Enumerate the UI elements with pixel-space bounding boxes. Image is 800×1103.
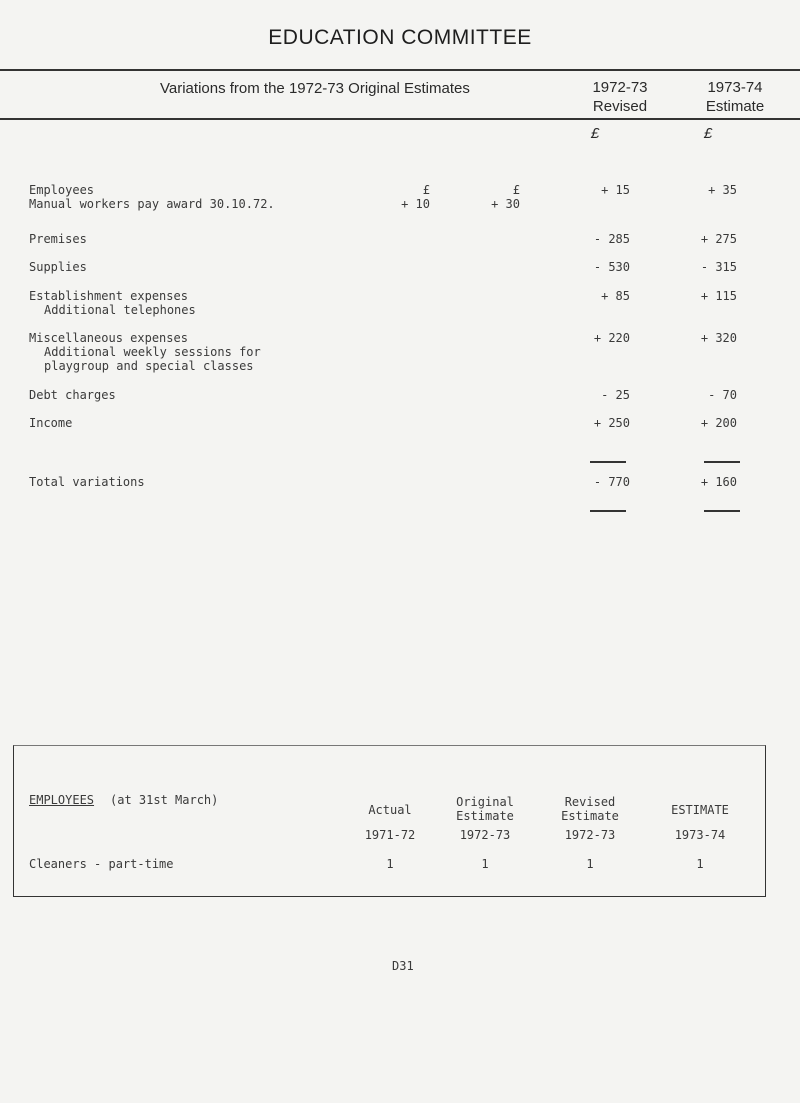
row-misc-col1: + 220 <box>593 331 630 345</box>
total-rule-top-col1 <box>590 461 626 463</box>
col-revised-label-1: Revised <box>564 795 616 809</box>
employees-heading: EMPLOYEES <box>29 793 95 807</box>
total-rule-bottom-col2 <box>704 510 740 512</box>
header-description: Variations from the 1972-73 Original Estimates <box>160 80 470 97</box>
row-misc-sub1-label: Additional weekly sessions for <box>44 345 261 359</box>
header-col2-year: 1973-74 <box>707 79 763 96</box>
total-rule-top-col2 <box>704 461 740 463</box>
row-misc-col2: + 320 <box>700 331 737 345</box>
row-debt-col2: - 70 <box>708 388 737 402</box>
page-number: D31 <box>392 959 414 973</box>
col-original-year: 1972-73 <box>459 828 511 842</box>
col-estimate-year: 1973-74 <box>674 828 726 842</box>
row-total-label: Total variations <box>29 475 145 489</box>
employees-row-actual: 1 <box>386 857 394 871</box>
col-original-label-1: Original <box>456 795 514 809</box>
col-estimate-label: ESTIMATE <box>671 803 729 817</box>
col-actual-label: Actual <box>368 803 412 817</box>
row-supplies-label: Supplies <box>29 260 87 274</box>
row-premises-label: Premises <box>29 232 87 246</box>
row-establishment-col1: + 85 <box>601 289 630 303</box>
row-establishment-label: Establishment expenses <box>29 289 188 303</box>
header-col2-type: Estimate <box>705 98 765 115</box>
row-total-col2: + 160 <box>700 475 737 489</box>
col2-currency: £ <box>703 125 713 142</box>
row-supplies-col1: - 530 <box>593 260 630 274</box>
col-actual-year: 1971-72 <box>364 828 416 842</box>
header-col1-type: Revised <box>592 98 648 115</box>
row-misc-sub2-label: playgroup and special classes <box>44 359 254 373</box>
row-manual-sub-a: + 10 <box>401 197 430 211</box>
row-income-col2: + 200 <box>700 416 737 430</box>
row-employees-label: Employees <box>29 183 95 197</box>
header-col1-year: 1972-73 <box>592 79 648 96</box>
col-original-label-2: Estimate <box>456 809 514 823</box>
row-premises-col2: + 275 <box>700 232 737 246</box>
employees-row-label: Cleaners - part-time <box>29 857 174 871</box>
page-title: EDUCATION COMMITTEE <box>268 26 532 49</box>
row-manual-label: Manual workers pay award 30.10.72. <box>29 197 275 211</box>
row-debt-label: Debt charges <box>29 388 116 402</box>
row-supplies-col2: - 315 <box>700 260 737 274</box>
header-bottom-rule <box>0 118 800 120</box>
total-rule-bottom-col1 <box>590 510 626 512</box>
col1-currency: £ <box>590 125 600 142</box>
row-misc-label: Miscellaneous expenses <box>29 331 188 345</box>
col-revised-label-2: Estimate <box>561 809 619 823</box>
row-manual-currency-b: £ <box>512 183 520 197</box>
row-total-col1: - 770 <box>593 475 630 489</box>
employees-row-original: 1 <box>481 857 489 871</box>
employees-table-box <box>13 745 766 897</box>
row-employees-col1: + 15 <box>601 183 630 197</box>
row-debt-col1: - 25 <box>601 388 630 402</box>
row-income-col1: + 250 <box>593 416 630 430</box>
employees-row-estimate: 1 <box>696 857 704 871</box>
employees-heading-suffix: (at 31st March) <box>110 793 219 807</box>
row-manual-currency-a: £ <box>422 183 430 197</box>
row-premises-col1: - 285 <box>593 232 630 246</box>
row-income-label: Income <box>29 416 73 430</box>
row-employees-col2: + 35 <box>708 183 737 197</box>
row-telephones-label: Additional telephones <box>44 303 196 317</box>
col-revised-year: 1972-73 <box>564 828 616 842</box>
row-manual-sub-b: + 30 <box>491 197 520 211</box>
header-top-rule <box>0 69 800 71</box>
employees-row-revised: 1 <box>586 857 594 871</box>
row-establishment-col2: + 115 <box>700 289 737 303</box>
